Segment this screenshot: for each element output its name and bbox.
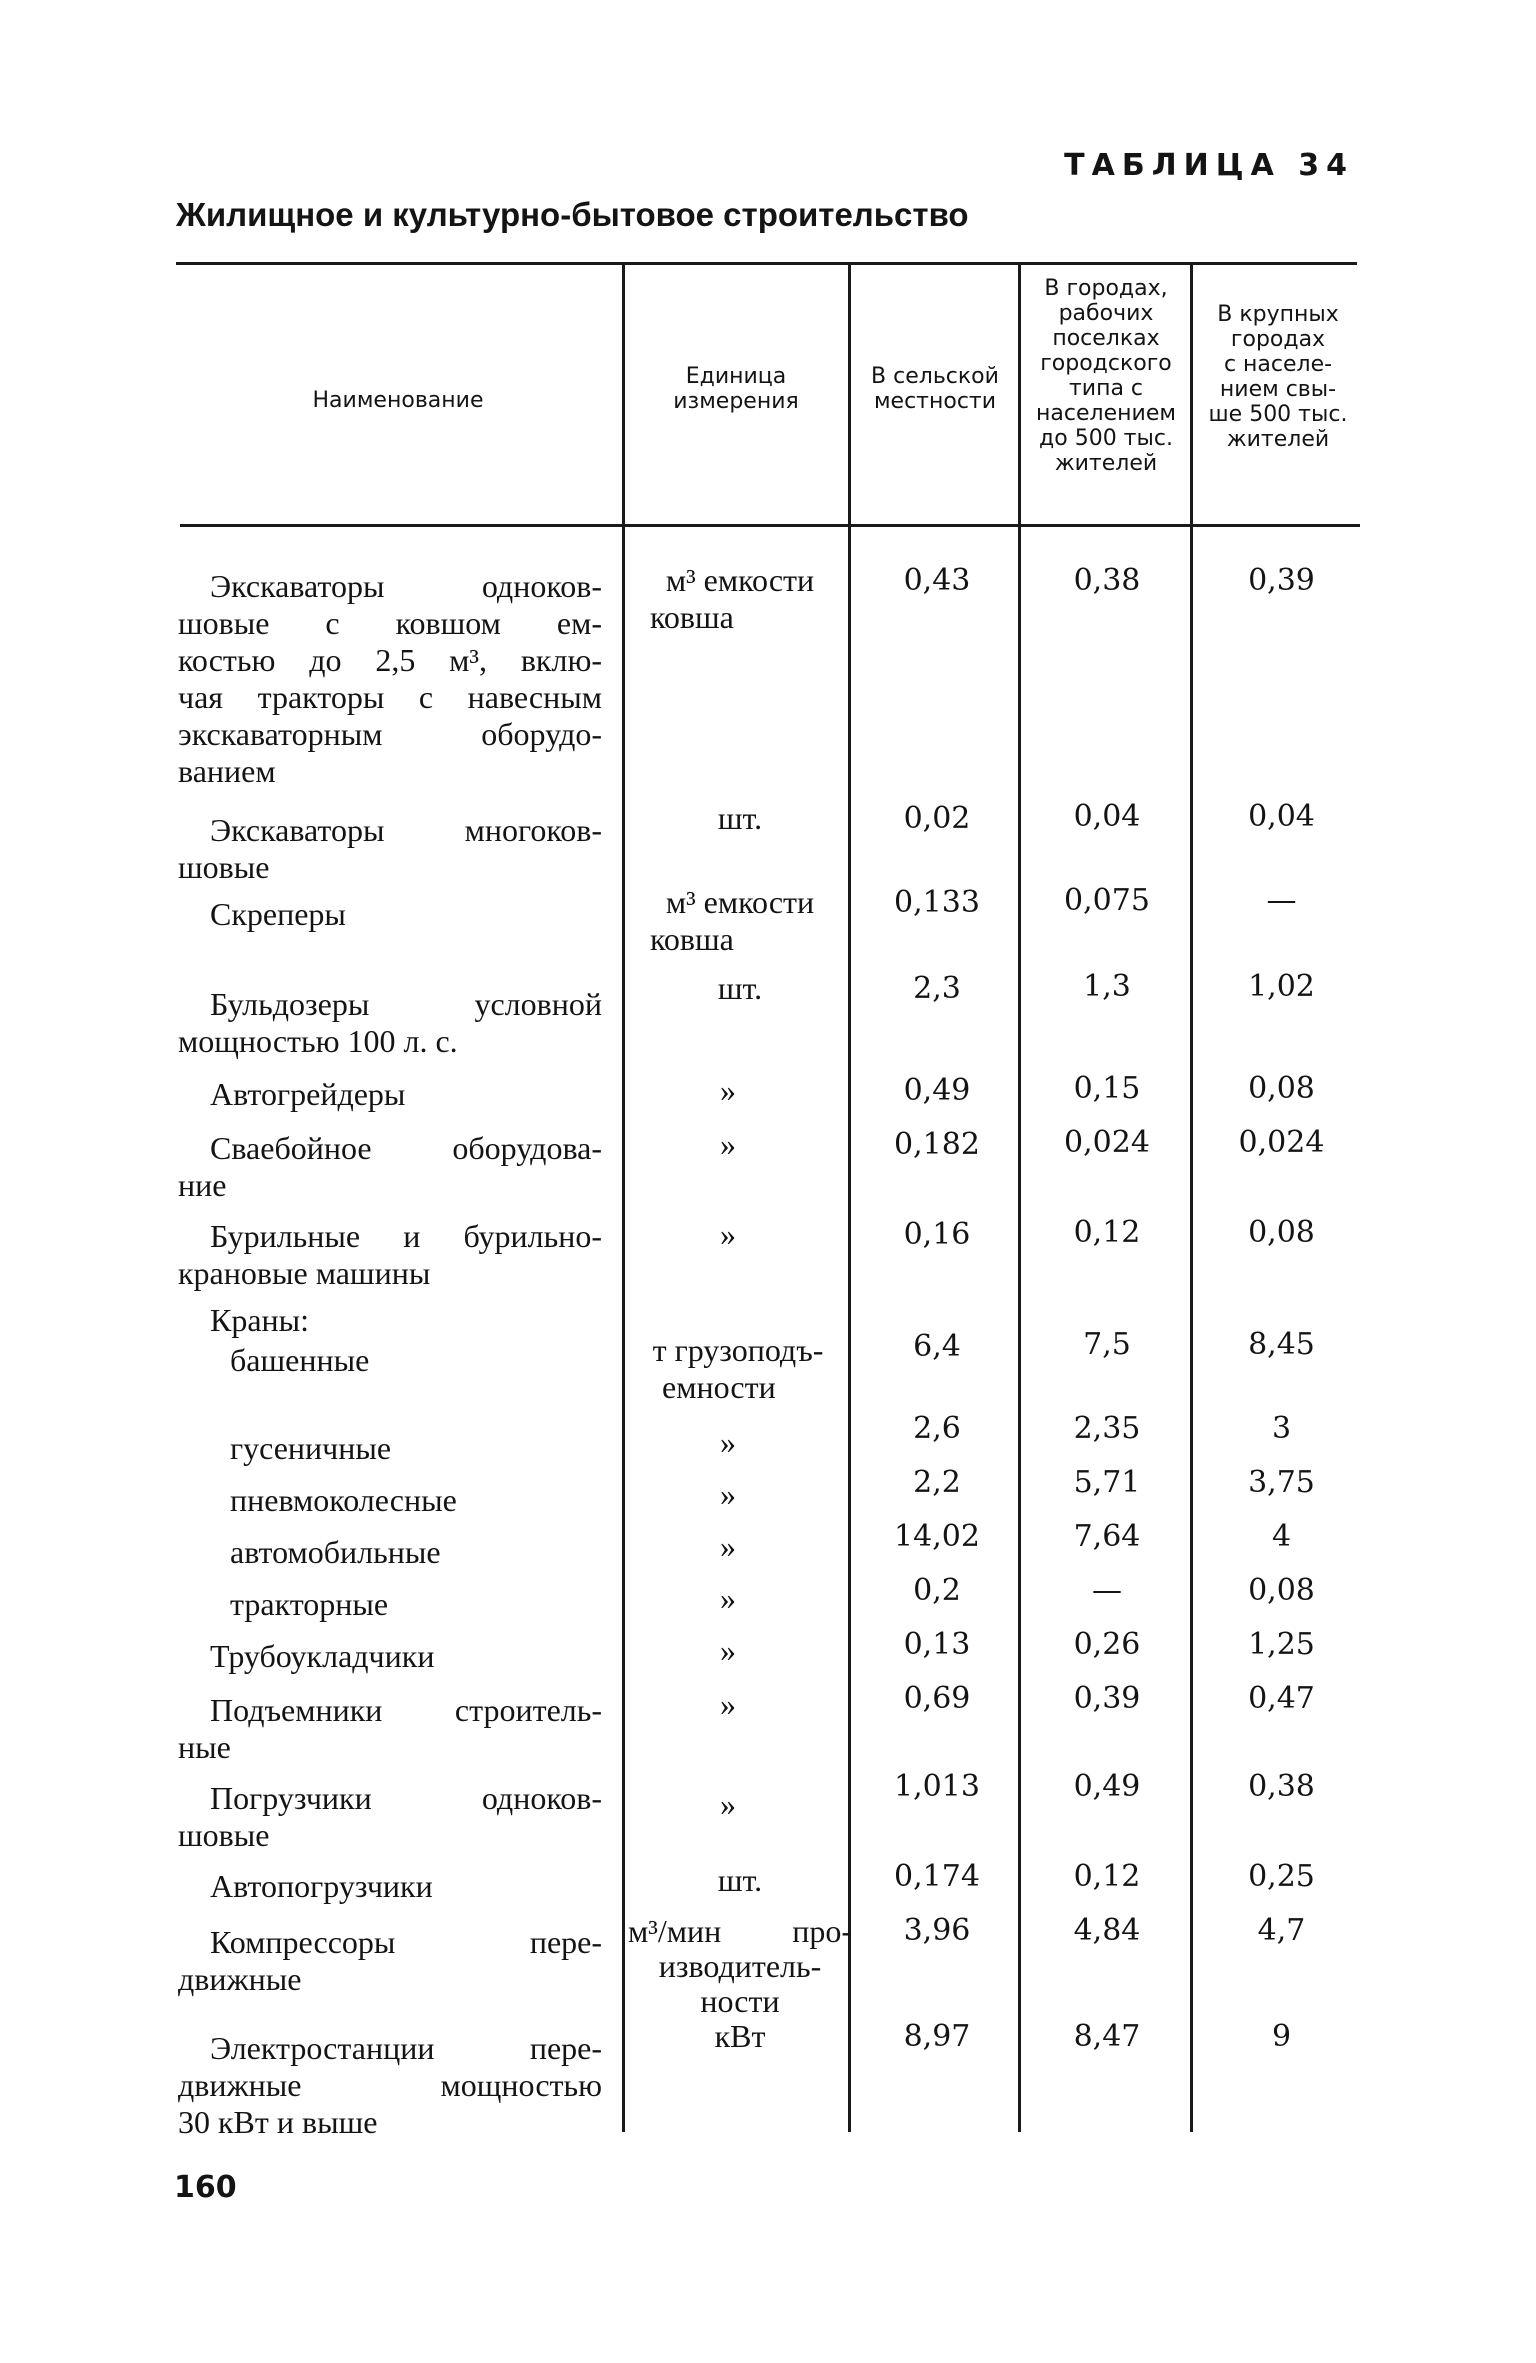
row-value-towns: 0,38	[1073, 563, 1141, 598]
row-value-towns: 7,64	[1073, 1519, 1141, 1554]
row-value-rural: 2,3	[913, 971, 961, 1006]
row-value-large: 9	[1271, 2019, 1292, 2054]
row-value-large: 3,75	[1248, 1465, 1315, 1500]
row-value-rural: 0,02	[903, 801, 971, 836]
row-name: Экскаваторы многоков- шовые	[178, 812, 602, 885]
row-value-rural: 3,96	[903, 1913, 971, 1948]
row-value-rural: 14,02	[894, 1519, 980, 1554]
column-separator-2	[848, 262, 851, 2132]
row-value-rural: 8,97	[903, 2019, 971, 2054]
row-name: Трубоукладчики	[210, 1638, 435, 1674]
row-value-towns: 0,04	[1073, 799, 1141, 834]
row-name: Электростанции пере- движные мощностью 30 кВт и выше	[178, 2030, 602, 2140]
header-large: В крупных городах с населе- нием свы- ше 500 тыс. жителей	[1208, 302, 1348, 452]
row-name: Бульдозеры условной мощностью 100 л. с.	[178, 986, 602, 1059]
row-value-rural: 2,6	[913, 1411, 961, 1446]
row-value-towns: 2,35	[1073, 1411, 1141, 1446]
row-unit: »	[720, 1216, 736, 1252]
row-value-rural: 0,2	[913, 1573, 961, 1608]
row-value-rural: 0,174	[894, 1859, 980, 1894]
row-name: Компрессоры пере- движные	[178, 1924, 602, 1997]
row-value-large: —	[1266, 883, 1297, 918]
row-value-large: 0,25	[1248, 1859, 1315, 1894]
row-unit: »	[720, 1686, 736, 1722]
row-name: пневмоколесные	[230, 1482, 457, 1518]
row-value-large: 0,024	[1238, 1125, 1325, 1160]
row-value-large: 1,25	[1248, 1627, 1315, 1662]
row-unit: »	[720, 1632, 736, 1668]
row-unit: »	[720, 1476, 736, 1512]
row-value-rural: 2,2	[913, 1465, 961, 1500]
row-value-towns: 0,39	[1073, 1681, 1141, 1716]
row-value-rural: 0,133	[894, 885, 980, 920]
row-value-towns: 4,84	[1073, 1913, 1141, 1948]
row-value-rural: 0,43	[903, 563, 971, 598]
row-value-large: 3	[1271, 1411, 1292, 1446]
table-label: ТАБЛИЦА 34	[1064, 148, 1354, 183]
row-name: Автопогрузчики	[210, 1868, 433, 1904]
row-value-large: 0,39	[1248, 563, 1315, 598]
row-name: Скреперы	[210, 896, 346, 932]
row-name: Экскаваторы одноков- шовые с ковшом ем- костью до 2,5 м³, вклю- чая тракторы с навесным экскаваторным оборудо- ванием	[178, 568, 602, 789]
row-name: автомобильные	[230, 1534, 441, 1570]
row-value-towns: 0,075	[1064, 883, 1150, 918]
header-name: Наименование	[312, 388, 484, 413]
row-value-large: 4,7	[1257, 1913, 1306, 1948]
header-top-rule	[176, 262, 1357, 265]
row-unit: м³/мин про- изводитель- ности	[628, 1913, 852, 2019]
row-value-towns: 1,3	[1083, 969, 1131, 1004]
row-value-large: 0,38	[1248, 1769, 1315, 1804]
row-unit: м³ емкости ковша	[650, 562, 815, 635]
row-unit: кВт	[714, 2018, 766, 2054]
row-unit: »	[720, 1528, 736, 1564]
header-bottom-rule	[180, 524, 1360, 527]
row-value-towns: 0,12	[1073, 1215, 1141, 1250]
row-unit: »	[720, 1786, 736, 1822]
row-value-large: 0,08	[1248, 1573, 1315, 1608]
row-value-large: 0,08	[1248, 1215, 1315, 1250]
row-value-large: 4	[1271, 1519, 1292, 1554]
row-value-rural: 1,013	[894, 1769, 980, 1804]
row-value-rural: 6,4	[913, 1329, 961, 1364]
row-value-towns: 0,024	[1064, 1125, 1150, 1160]
row-unit: »	[720, 1580, 736, 1616]
column-separator-4	[1190, 262, 1193, 2132]
row-name: гусеничные	[230, 1430, 392, 1466]
row-value-rural: 0,49	[903, 1073, 971, 1108]
row-value-large: 0,04	[1248, 799, 1315, 834]
row-value-towns: 0,49	[1073, 1769, 1141, 1804]
row-unit: шт.	[717, 800, 763, 836]
row-value-large: 1,02	[1248, 969, 1315, 1004]
row-value-towns: 0,26	[1073, 1627, 1141, 1662]
row-name: тракторные	[230, 1586, 389, 1622]
row-value-rural: 0,13	[903, 1627, 971, 1662]
row-value-rural: 0,16	[903, 1217, 971, 1252]
row-value-large: 0,08	[1248, 1071, 1315, 1106]
row-value-towns: 5,71	[1073, 1465, 1141, 1500]
row-value-large: 8,45	[1248, 1327, 1315, 1362]
row-name: Краны:	[210, 1302, 310, 1338]
page-number: 160	[174, 2170, 237, 2205]
header-towns: В городах, рабочих поселках городского типа с населением до 500 тыс. жителей	[1036, 276, 1176, 476]
row-unit: м³ емкости ковша	[650, 884, 815, 957]
row-value-towns: —	[1092, 1573, 1122, 1608]
row-name: Подъемники строитель- ные	[178, 1692, 602, 1765]
row-value-towns: 0,15	[1073, 1071, 1141, 1106]
row-value-rural: 0,69	[903, 1681, 971, 1716]
row-name: башенные	[230, 1342, 370, 1378]
row-name: Автогрейдеры	[210, 1076, 406, 1112]
row-name: Погрузчики одноков- шовые	[178, 1780, 602, 1853]
row-name: Сваебойное оборудова- ние	[178, 1130, 602, 1203]
row-name: Бурильные и бурильно- крановые машины	[178, 1218, 602, 1291]
column-separator-1	[622, 262, 625, 2132]
row-value-towns: 8,47	[1073, 2019, 1141, 2054]
header-rural: В сельской местности	[871, 364, 999, 414]
row-unit: шт.	[717, 970, 763, 1006]
column-separator-3	[1018, 262, 1021, 2132]
row-unit: т грузоподъ- емности	[652, 1332, 824, 1405]
row-value-rural: 0,182	[894, 1127, 980, 1162]
row-unit: »	[720, 1072, 736, 1108]
header-unit: Единица измерения	[673, 364, 799, 414]
row-unit: »	[720, 1126, 736, 1162]
table-title: Жилищное и культурно-бытовое строительство	[176, 196, 969, 233]
row-value-large: 0,47	[1248, 1681, 1315, 1716]
row-unit: »	[720, 1424, 736, 1460]
row-value-towns: 7,5	[1083, 1327, 1131, 1362]
row-unit: шт.	[717, 1862, 763, 1898]
row-value-towns: 0,12	[1073, 1859, 1141, 1894]
